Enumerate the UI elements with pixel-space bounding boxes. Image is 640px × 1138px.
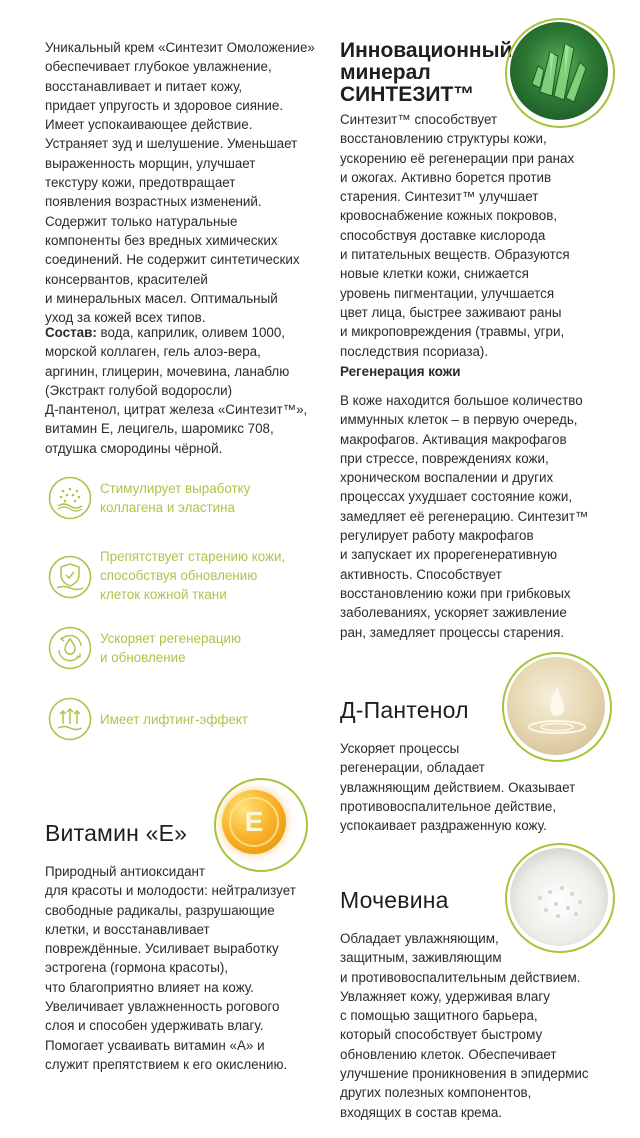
panthenol-text: Ускоряет процессы регенерации, обладает увлажняющим действием. Оказывает противовоспалительное действие, успокаивает раздраженную кожу.: [340, 741, 576, 834]
benefit-label: Ускоряет регенерацию и обновление: [100, 631, 242, 665]
composition-label: Состав:: [45, 325, 97, 340]
mineral-crystal-image: [510, 22, 608, 120]
benefit-item: [48, 476, 250, 520]
benefit-label: Препятствует старению кожи, способствуя обновлению клеток кожной ткани: [100, 549, 286, 602]
composition-block: [45, 323, 330, 458]
benefit-label: Имеет лифтинг-эффект: [100, 711, 248, 727]
regeneration-title: Регенерация кожи: [340, 364, 461, 379]
mineral-title: Инновационный минерал СИНТЕЗИТ™: [340, 39, 513, 106]
lifting-arrows-icon: [48, 697, 92, 741]
panthenol-title: Д-Пантенол: [340, 697, 469, 723]
vitamin-e-badge: [222, 790, 286, 854]
urea-text: Обладает увлажняющим, защитным, заживляющим и противовоспалительным действием. Увлажняет кожу, удерживая влагу с помощью защитного барьера, который способствует быстрому обновлению клеток. Обеспечивает улучшение проникновения в эпидермис других полезных компонентов, входящих в состав крема.: [340, 931, 589, 1120]
collagen-dots-icon: [48, 476, 92, 520]
benefit-label: Стимулирует выработку коллагена и эластина: [100, 481, 251, 515]
vitamin-e-letter: E: [229, 797, 279, 847]
mineral-text: Синтезит™ способствует восстановлению структуры кожи, ускорению её регенерации при ранах и ожогах. Активно борется против старения. Синтезит™ улучшает кровоснабжение кожных покровов, способствуя доставке кислорода и питательных веществ. Образуются новые клетки кожи, снижается уровень пигментации, улучшается цвет лица, быстрее заживают раны и микроповреждения (травмы, угри, последствия псориаза).: [340, 112, 575, 359]
urea-title: Мочевина: [340, 887, 449, 913]
composition-text: вода, каприлик, оливем 1000, морской коллаген, гель алоэ-вера, аргинин, глицерин, мочевина, ланаблю (Экстракт голубой водоросли) Д-пантенол, цитрат железа «Синтезит™», витамин Е, лецигель, шаромикс 708, отдушка смородины чёрной.: [45, 325, 308, 456]
skin-shield-icon: [48, 555, 92, 599]
benefit-item: [48, 626, 241, 670]
regeneration-text: В коже находится большое количество иммунных клеток – в первую очередь, макрофагов. Активация макрофагов при стрессе, повреждениях кожи, хроническом воспалении и других процессах ухудшает состояние кожи, замедляет её регенерацию. Синтезит™ регулирует работу макрофагов и запускает их прорегенеративную активность. Способствует восстановлению кожи при грибковых заболеваниях, ускоряет заживление ран, замедляет процессы старения.: [340, 393, 589, 640]
crystal-icon: [510, 22, 608, 120]
benefit-item: [48, 697, 248, 741]
benefit-item: [48, 549, 285, 604]
intro-text: Уникальный крем «Синтезит Омоложение» обеспечивает глубокое увлажнение, восстанавливает и питает кожу, придает упругость и здоровое сияние. Имеет успокаивающее действие. Устраняет зуд и шелушение. Уменьшает выраженность морщин, улучшает текстуру кожи, предотвращает появления возрастных изменений. Содержит только натуральные компоненты без вредных химических соединений. Не содержит синтетических консервантов, красителей и минеральных масел. Оптимальный уход за кожей всех типов.: [45, 40, 315, 326]
vitamin-e-text: Природный антиоксидант для красоты и молодости: нейтрализует свободные радикалы, разрушающие клетки, и восстанавливает повреждённые. Усиливает выработку эстрогена (гормона красоты), что благоприятно влияет на кожу. Увеличивает увлажненность рогового слоя и способен удерживать влагу. Помогает усваивать витамин «А» и служит препятствием к его окислению.: [45, 864, 296, 1072]
vitamin-e-title: Витамин «Е»: [45, 820, 188, 846]
regeneration-cycle-icon: [48, 626, 92, 670]
